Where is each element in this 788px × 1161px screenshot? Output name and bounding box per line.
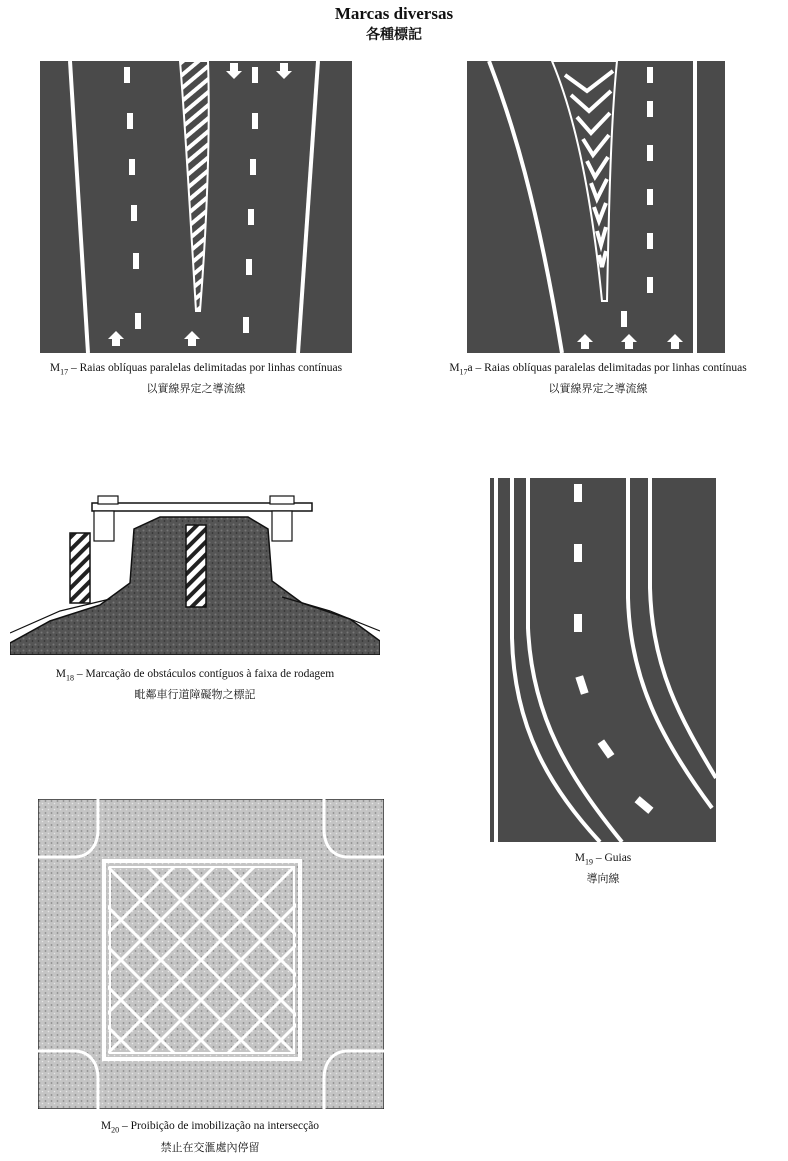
paving-surface	[38, 799, 384, 1109]
figure-m18-illustration	[10, 493, 380, 655]
figure-m20-illustration	[38, 799, 384, 1109]
figure-m17a-illustration	[467, 61, 725, 353]
hatched-pillar-center	[186, 525, 206, 607]
figure-m18-caption: $M_{18}$ – Marcação de obstáculos contíguos à faixa de rodagem	[55, 668, 335, 683]
figure-m17a-caption-zh: 以實線界定之導流線	[548, 383, 648, 395]
page-title: Marcas diversas	[334, 4, 454, 23]
figure-m19-caption: $M_{19}$ – Guias	[574, 852, 632, 867]
figure-m17-illustration	[40, 61, 352, 353]
figure-m19-illustration	[490, 478, 716, 842]
hatched-pillar-left	[70, 533, 90, 603]
figure-m17-caption: $M_{17}$ – Raias oblíquas paralelas delimitadas por linhas contínuas	[49, 362, 343, 377]
figure-m20-caption-zh: 禁止在交滙處內停留	[160, 1142, 260, 1154]
figure-m20-caption: $M_{20}$ – Proibição de imobilização na intersecção	[100, 1120, 320, 1135]
figure-m17a-caption: $M_{17}a$ – Raias oblíquas paralelas delimitadas por linhas contínuas	[449, 362, 747, 377]
road-surface	[490, 478, 716, 842]
page-subtitle: 各種標記	[366, 28, 422, 43]
figure-m17-caption-zh: 以實線界定之導流線	[146, 383, 246, 395]
figure-m19-caption-zh: 導向線	[586, 873, 620, 885]
figure-m18-caption-zh: 毗鄰車行道障礙物之標記	[134, 689, 256, 701]
